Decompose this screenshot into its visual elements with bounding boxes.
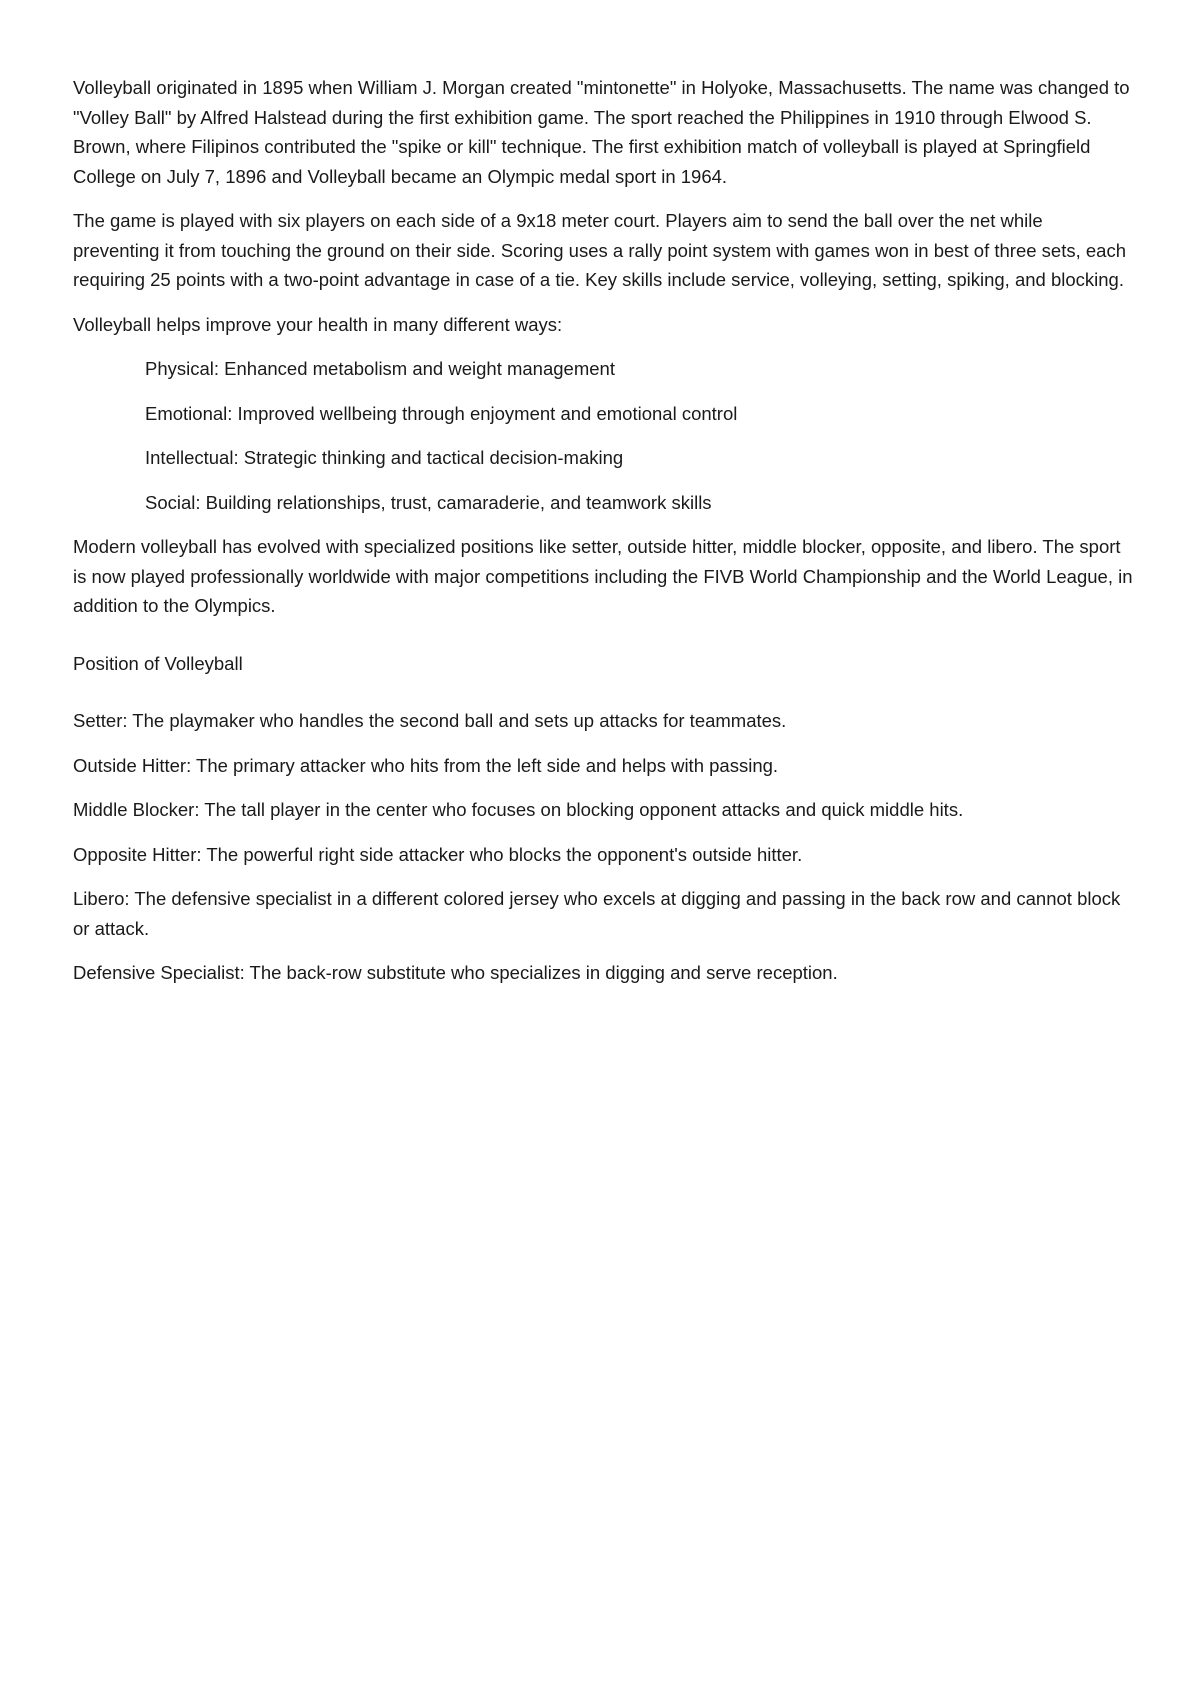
document-body [73,73,1133,1003]
position-libero: Libero: The defensive specialist in a different colored jersey who excels at digging and passing in the back row and cannot block or attack. [73,888,1121,939]
benefit-physical: Physical: Enhanced metabolism and weight management [145,358,615,379]
history-paragraph: Volleyball originated in 1895 when William J. Morgan created "mintonette" in Holyoke, Massachusetts. The name was changed to "Volley Ball" by Alfred Halstead during the first exhibition game. The sport reached the Philippines in 1910 through Elwood S. Brown, where Filipinos contributed the "spike or kill" technique. The first exhibition match of volleyball is played at Springfield College on July 7, 1896 and Volleyball became an Olympic medal sport in 1964. [73,77,1130,187]
health-intro-paragraph: Volleyball helps improve your health in many different ways: [73,313,563,335]
modern-volleyball-paragraph: Modern volleyball has evolved with specialized positions like setter, outside hitter, middle blocker, opposite, and libero. The sport is now played professionally worldwide with major competitions including the FIVB World Championship and the World League, in addition to the Olympics. [73,536,1133,616]
benefit-social: Social: Building relationships, trust, camaraderie, and teamwork skills [145,491,712,513]
position-defensive-specialist: Defensive Specialist: The back-row substitute who specializes in digging and serve reception. [73,962,838,983]
positions-heading: Position of Volleyball [73,652,243,674]
position-opposite-hitter: Opposite Hitter: The powerful right side attacker who blocks the opponent's outside hitter. [73,843,803,865]
position-outside-hitter: Outside Hitter: The primary attacker who hits from the left side and helps with passing. [73,754,779,776]
benefit-emotional: Emotional: Improved wellbeing through enjoyment and emotional control [145,402,738,424]
position-setter: Setter: The playmaker who handles the second ball and sets up attacks for teammates. [73,710,787,731]
benefit-intellectual: Intellectual: Strategic thinking and tactical decision-making [145,447,624,468]
rules-paragraph: The game is played with six players on each side of a 9x18 meter court. Players aim to send the ball over the net while preventing it from touching the ground on their side. Scoring uses a rally point system with games won in best of three sets, each requiring 25 points with a two-point advantage in case of a tie. Key skills include service, volleying, setting, spiking, and blocking. [73,210,1127,290]
position-middle-blocker: Middle Blocker: The tall player in the center who focuses on blocking opponent attacks and quick middle hits. [73,799,964,820]
